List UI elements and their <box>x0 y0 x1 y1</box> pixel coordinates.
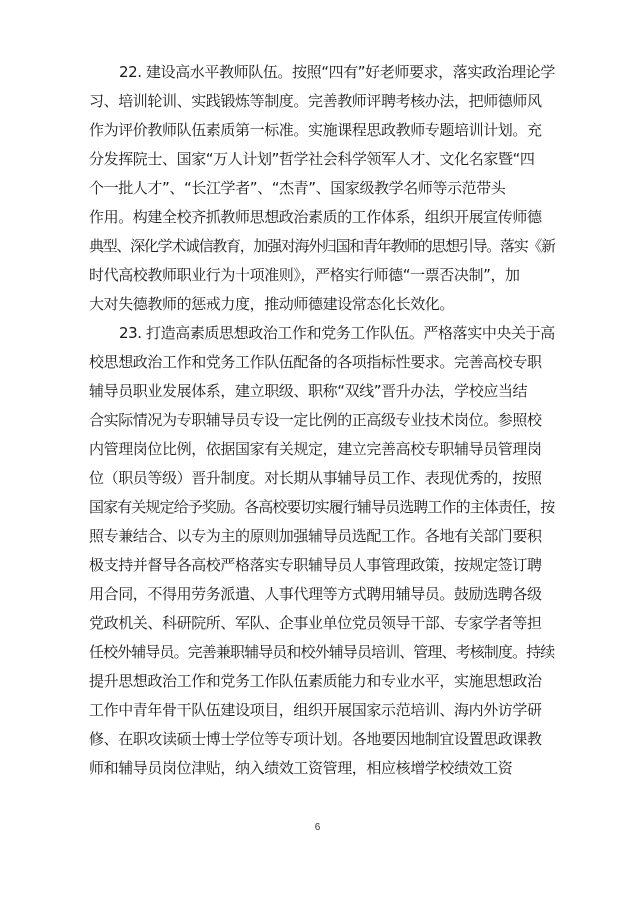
page-number: 6 <box>314 822 321 833</box>
text-line: 22. 建设高水平教师队伍。按照“四有”好老师要求，落实政治理论学 <box>119 63 555 81</box>
text-line: 辅导员职业发展体系，建立职级、职称“双线”晋升办法，学校应当结 <box>89 382 528 400</box>
text-line: 典型、深化学术诚信教育，加强对海外归国和青年教师的思想引导。落实《新 <box>89 237 555 255</box>
text-line: 内管理岗位比例，依据国家有关规定，建立完善高校专职辅导员管理岗 <box>89 440 542 458</box>
text-line: 作用。构建全校齐抓教师思想政治素质的工作体系，组织开展宣传师德 <box>89 208 542 226</box>
text-line: 工作中青年骨干队伍建设项目，组织开展国家示范培训、海内外访学研 <box>89 701 542 719</box>
paragraph-22 <box>89 58 555 319</box>
document-body <box>89 58 555 783</box>
text-line: 党政机关、科研院所、军队、企事业单位党员领导干部、专家学者等担 <box>89 614 542 632</box>
text-line: 用合同，不得用劳务派遣、人事代理等方式聘用辅导员。鼓励选聘各级 <box>89 585 542 603</box>
text-line: 大对失德教师的惩戒力度，推动师德建设常态化长效化。 <box>89 295 455 313</box>
text-line: 分发挥院士、国家“万人计划”哲学社会科学领军人才、文化名家暨“四 <box>89 150 535 168</box>
text-line: 校思想政治工作和党务工作队伍配备的各项指标性要求。完善高校专职 <box>89 353 542 371</box>
text-line: 提升思想政治工作和党务工作队伍素质能力和专业水平，实施思想政治 <box>89 672 542 690</box>
text-line: 任校外辅导员。完善兼职辅导员和校外辅导员培训、管理、考核制度。持续 <box>89 643 555 661</box>
text-line: 极支持并督导各高校严格落实专职辅导员人事管理政策，按规定签订聘 <box>89 556 542 574</box>
text-line: 照专兼结合、以专为主的原则加强辅导员选配工作。各地有关部门要积 <box>89 527 542 545</box>
text-line: 合实际情况为专职辅导员专设一定比例的正高级专业技术岗位。参照校 <box>89 411 542 429</box>
paragraph-23 <box>89 319 555 783</box>
text-line: 作为评价教师队伍素质第一标准。实施课程思政教师专题培训计划。充 <box>89 121 542 139</box>
text-line: 师和辅导员岗位津贴，纳入绩效工资管理，相应核增学校绩效工资 <box>89 759 513 777</box>
text-line: 个一批人才”、“长江学者”、“杰青”、国家级教学名师等示范带头 <box>89 179 506 197</box>
text-line: 23. 打造高素质思想政治工作和党务工作队伍。严格落实中央关于高 <box>119 324 555 342</box>
text-line: 位（职员等级）晋升制度。对长期从事辅导员工作、表现优秀的，按照 <box>89 469 542 487</box>
text-line: 修、在职攻读硕士博士学位等专项计划。各地要因地制宜设置思政课教 <box>89 730 542 748</box>
text-line: 习、培训轮训、实践锻炼等制度。完善教师评聘考核办法，把师德师风 <box>89 92 542 110</box>
text-line: 国家有关规定给予奖励。各高校要切实履行辅导员选聘工作的主体责任，按 <box>89 498 555 516</box>
text-line: 时代高校教师职业行为十项准则》，严格实行师德“一票否决制”，加 <box>89 266 520 284</box>
